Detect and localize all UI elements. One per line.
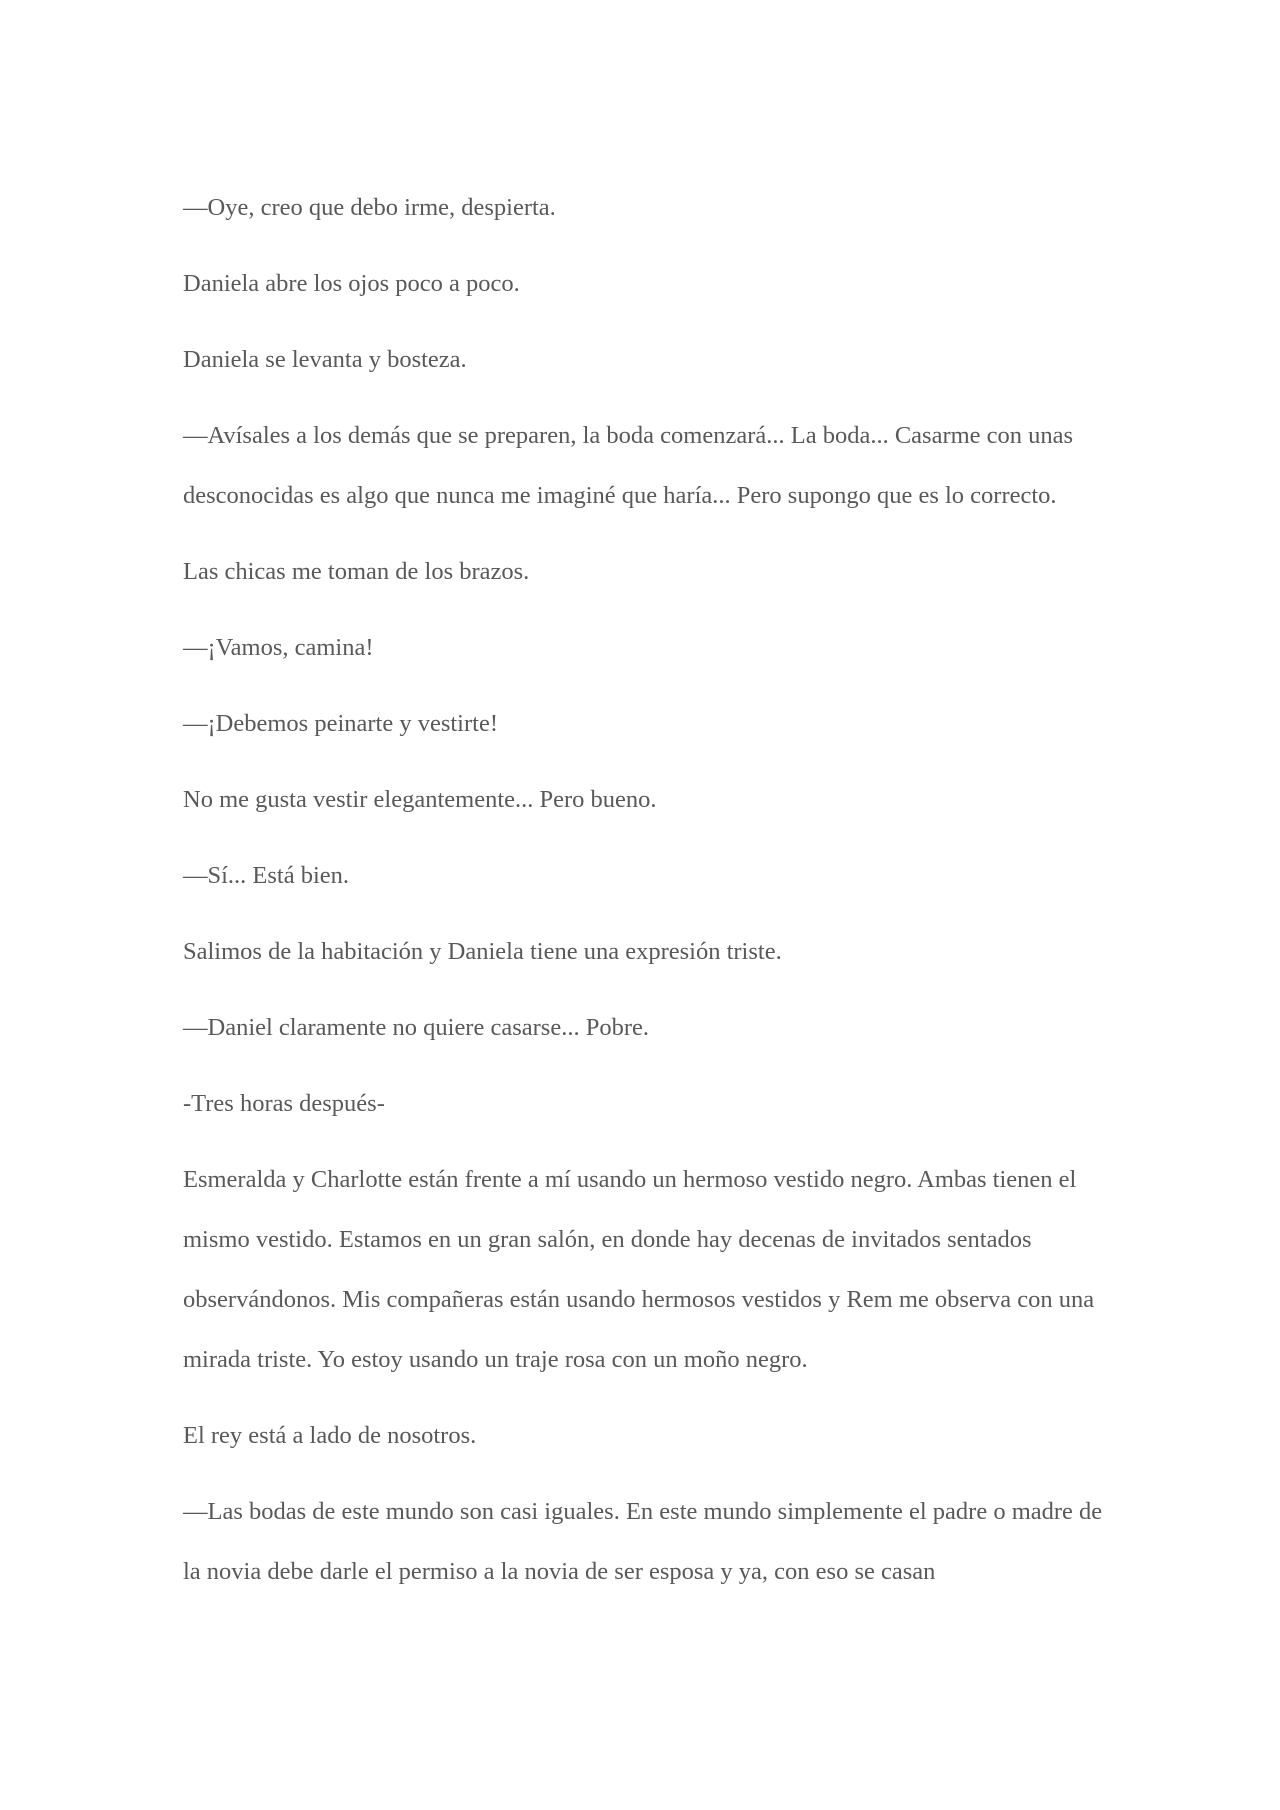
paragraph: —Sí... Está bien. (183, 862, 350, 889)
paragraph: —¡Vamos, camina! (183, 634, 374, 661)
paragraph: Las chicas me toman de los brazos. (183, 558, 530, 585)
paragraph: Salimos de la habitación y Daniela tiene una expresión triste. (183, 938, 782, 965)
paragraph: No me gusta vestir elegantemente... Pero bueno. (183, 786, 657, 813)
paragraph: Daniela abre los ojos poco a poco. (183, 270, 520, 297)
document-body (183, 178, 1103, 1618)
paragraph: —Avísales a los demás que se preparen, la boda comenzará... La boda... Casarme con unas desconocidas es algo que nunca me imaginé que haría... Pero supongo que es lo correcto. (183, 422, 1074, 509)
paragraph: —¡Debemos peinarte y vestirte! (183, 710, 498, 737)
paragraph: —Daniel claramente no quiere casarse... Pobre. (183, 1014, 649, 1041)
paragraph: El rey está a lado de nosotros. (183, 1422, 477, 1449)
paragraph: Daniela se levanta y bosteza. (183, 346, 467, 373)
paragraph: -Tres horas después- (183, 1090, 385, 1117)
paragraph: —Las bodas de este mundo son casi iguales. En este mundo simplemente el padre o madre de la novia debe darle el permiso a la novia de ser esposa y ya, con eso se casan (183, 1498, 1103, 1585)
paragraph: Esmeralda y Charlotte están frente a mí usando un hermoso vestido negro. Ambas tienen el mismo vestido. Estamos en un gran salón, en donde hay decenas de invitados sentados observándonos. Mis compañeras están usando hermosos vestidos y Rem me observa con una mirada triste. Yo estoy usando un traje rosa con un moño negro. (183, 1166, 1095, 1373)
paragraph: —Oye, creo que debo irme, despierta. (183, 194, 556, 221)
